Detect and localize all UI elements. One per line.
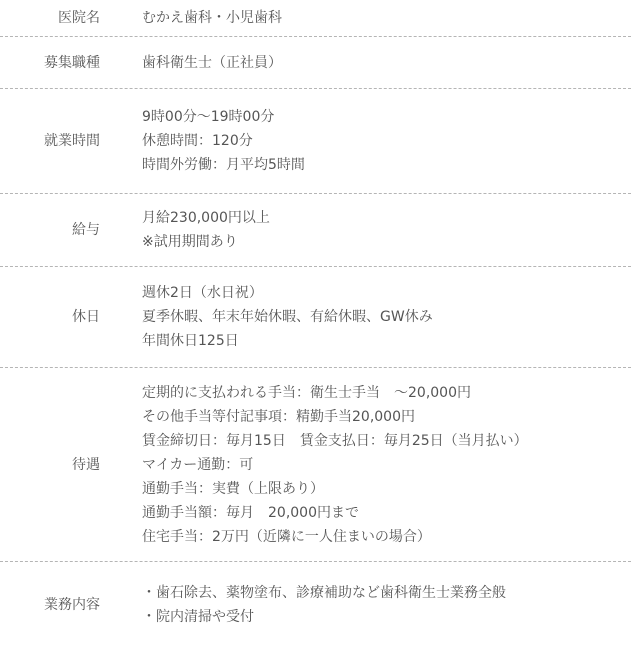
value-line: 定期的に支払われる手当：衛生士手当 〜20,000円: [142, 384, 471, 401]
row-label: 募集職種: [44, 54, 100, 71]
value-line: 週休2日（水日祝）: [142, 285, 263, 301]
row-job-description: [0, 562, 631, 647]
row-label: 就業時間: [44, 133, 100, 149]
value-line: ※試用期間あり: [142, 234, 238, 250]
row-value: [142, 581, 506, 629]
value-line: 夏季休暇、年末年始休暇、有給休暇、GW休み: [142, 309, 433, 325]
value-line: 年間休日125日: [142, 333, 239, 349]
row-value: [142, 206, 270, 254]
row-label: 待遇: [72, 456, 100, 473]
row-label: 給与: [72, 222, 100, 238]
row-value: [142, 381, 528, 549]
value-line: 住宅手当：2万円（近隣に一人住まいの場合）: [142, 528, 431, 545]
value-line: むかえ歯科・小児歯科: [142, 10, 282, 26]
row-label: 休日: [72, 309, 100, 325]
value-line: その他手当等付記事項：精勤手当20,000円: [142, 408, 415, 425]
value-line: 月給230,000円以上: [142, 210, 270, 226]
value-line: 通勤手当：実費（上限あり）: [142, 480, 324, 497]
row-value: [142, 6, 282, 30]
value-line: ・院内清掃や受付: [142, 608, 254, 625]
row-salary: [0, 194, 631, 267]
row-value: [142, 51, 282, 75]
value-line: マイカー通勤：可: [142, 456, 254, 473]
row-holidays: [0, 267, 631, 368]
value-line: 9時00分〜19時00分: [142, 109, 275, 125]
row-label: 業務内容: [44, 596, 100, 613]
value-line: 休憩時間：120分: [142, 133, 253, 149]
value-line: ・歯石除去、薬物塗布、診療補助など歯科衛生士業務全般: [142, 584, 506, 601]
row-benefits: [0, 368, 631, 562]
value-line: 時間外労働：月平均5時間: [142, 157, 305, 173]
row-label: 医院名: [58, 10, 100, 26]
row-working-hours: [0, 89, 631, 194]
value-line: 賃金締切日：毎月15日 賃金支払日：毎月25日（当月払い）: [142, 432, 528, 449]
row-job-type: [0, 37, 631, 89]
row-clinic-name: [0, 0, 631, 37]
row-value: [142, 281, 433, 353]
value-line: 歯科衛生士（正社員）: [142, 54, 282, 71]
value-line: 通勤手当額：毎月 20,000円まで: [142, 504, 359, 521]
row-value: [142, 105, 305, 177]
